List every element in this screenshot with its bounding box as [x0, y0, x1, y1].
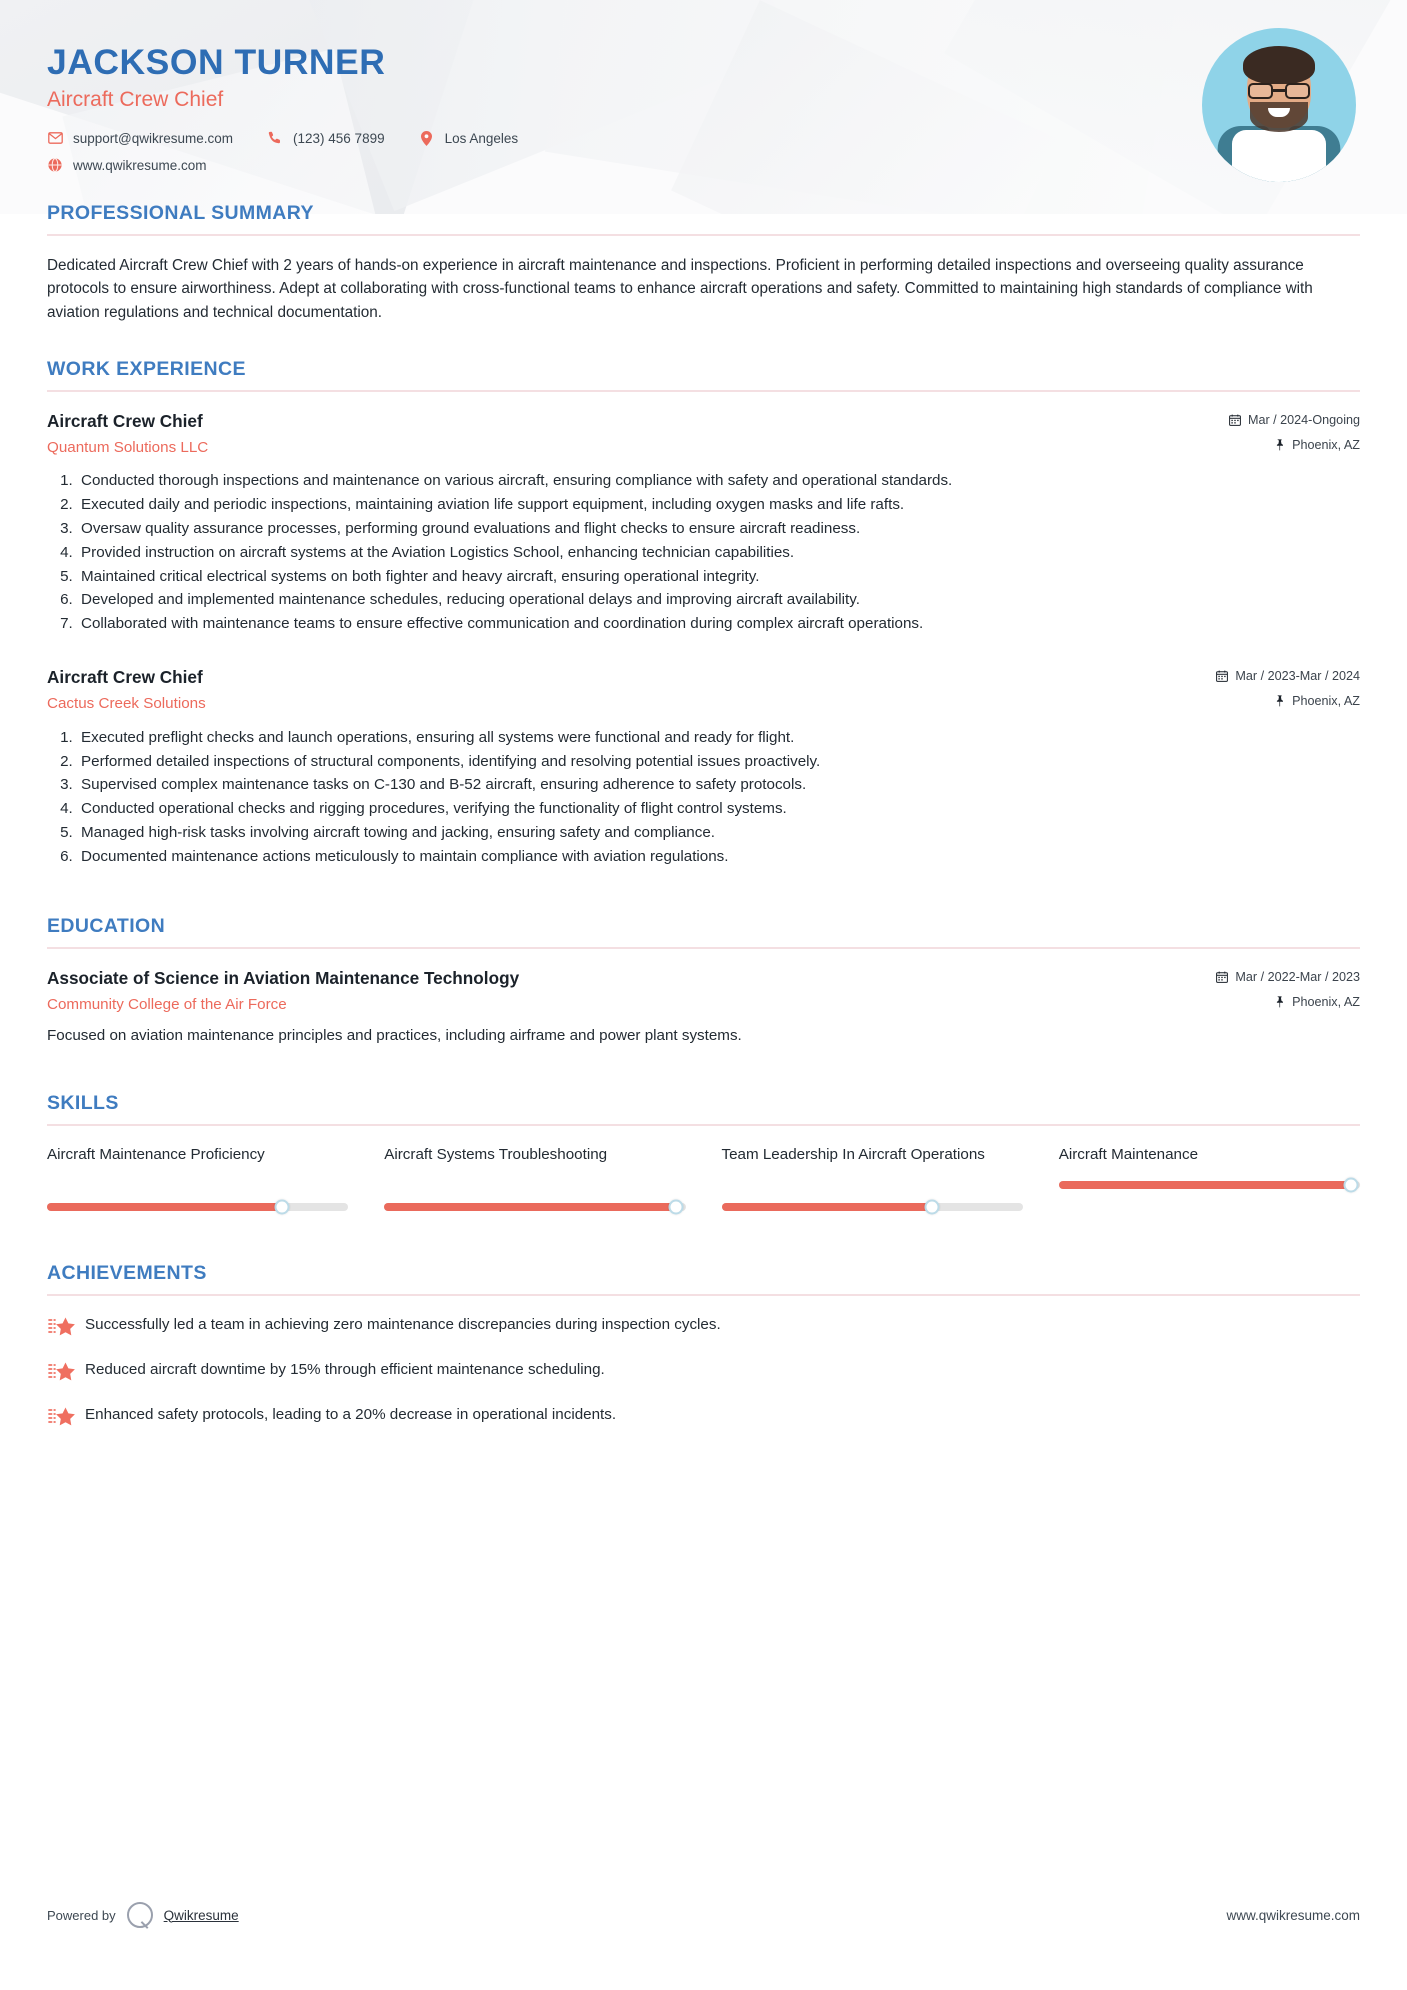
contact-website[interactable] — [47, 157, 207, 173]
achievement-text: Enhanced safety protocols, leading to a 20% decrease in operational incidents. — [85, 1406, 617, 1424]
footer-branding — [47, 1902, 239, 1928]
skill-slider[interactable] — [384, 1196, 685, 1218]
job-dates-text: Mar / 2024-Ongoing — [1247, 412, 1360, 427]
skill-label: Team Leadership In Aircraft Operations — [721, 1146, 985, 1164]
calendar-icon — [1216, 971, 1228, 983]
education-location — [1216, 995, 1360, 1009]
skill-fill — [384, 1203, 676, 1211]
pin-icon — [1274, 695, 1285, 707]
list-item: 6. Documented maintenance actions meticulously to maintain compliance with aviation regulations. — [77, 846, 1360, 869]
contact-website-text: www.qwikresume.com — [73, 157, 207, 173]
skill-label: Aircraft Maintenance Proficiency — [47, 1146, 265, 1164]
list-item: 3. Oversaw quality assurance processes, performing ground evaluations and flight checks to ensure aircraft readiness. — [77, 518, 1360, 541]
degree-title: Associate of Science in Aviation Maintenance Technology — [47, 967, 520, 988]
list-item: 2. Performed detailed inspections of structural components, identifying and resolving potential issues proactively. — [77, 751, 1360, 774]
achievement-item — [47, 1314, 1360, 1339]
education-entry — [47, 967, 1360, 1049]
skill-fill — [722, 1203, 933, 1211]
qwikresume-link[interactable]: Qwikresume — [163, 1907, 239, 1923]
list-item: 1. Executed preflight checks and launch operations, ensuring all systems were functional and ready for flight. — [77, 727, 1360, 750]
achievement-item — [47, 1404, 1360, 1429]
footer-url[interactable]: www.qwikresume.com — [1226, 1907, 1360, 1923]
calendar-icon — [1216, 670, 1228, 682]
section-title-skills: SKILLS — [47, 1092, 119, 1115]
envelope-icon — [47, 130, 63, 146]
skill-item — [1059, 1144, 1360, 1218]
skill-track — [722, 1203, 1023, 1211]
job-title: Aircraft Crew Chief — [47, 410, 203, 431]
work-entry — [47, 666, 1360, 869]
avatar — [1202, 28, 1356, 182]
job-location-text: Phoenix, AZ — [1292, 694, 1360, 709]
education-description: Focused on aviation maintenance principles and practices, including airframe and power plant systems. — [47, 1027, 742, 1045]
list-item: 2. Executed daily and periodic inspections, maintaining aviation life support equipment, including oxygen masks and life rafts. — [77, 494, 1360, 517]
globe-icon — [47, 157, 63, 173]
skill-item — [384, 1144, 685, 1218]
job-dates — [1216, 669, 1360, 683]
phone-icon — [267, 130, 283, 146]
list-item: 4. Conducted operational checks and rigging procedures, verifying the functionality of flight control systems. — [77, 798, 1360, 821]
job-bullets — [47, 727, 1360, 869]
skill-knob[interactable] — [1343, 1178, 1358, 1193]
section-work-experience — [47, 358, 1360, 869]
achievement-item — [47, 1359, 1360, 1384]
section-divider — [47, 1124, 1360, 1126]
section-title-work: WORK EXPERIENCE — [47, 357, 246, 380]
section-professional-summary — [47, 202, 1360, 324]
job-location-text: Phoenix, AZ — [1292, 437, 1360, 452]
section-divider — [47, 947, 1360, 949]
job-dates-text: Mar / 2023-Mar / 2024 — [1235, 669, 1360, 684]
star-icon — [47, 1405, 77, 1429]
skill-slider[interactable] — [47, 1196, 348, 1218]
job-bullets — [47, 470, 1360, 636]
star-icon — [47, 1315, 77, 1339]
section-skills — [47, 1092, 1360, 1218]
qwikresume-logo-icon — [127, 1902, 153, 1928]
section-divider — [47, 1294, 1360, 1296]
achievement-text: Successfully led a team in achieving zero maintenance discrepancies during inspection cycles. — [85, 1316, 721, 1334]
section-title-summary: PROFESSIONAL SUMMARY — [47, 202, 314, 224]
skill-slider[interactable] — [722, 1196, 1023, 1218]
candidate-name: JACKSON TURNER — [47, 42, 386, 82]
skill-slider[interactable] — [1059, 1174, 1360, 1196]
identity-header — [47, 0, 1360, 173]
work-entry — [47, 410, 1360, 636]
contact-row-primary — [47, 130, 1360, 146]
skill-label: Aircraft Maintenance — [1058, 1146, 1199, 1164]
calendar-icon — [1229, 414, 1241, 426]
skill-track — [47, 1203, 348, 1211]
skill-label: Aircraft Systems Troubleshooting — [384, 1146, 608, 1164]
skill-track — [384, 1203, 685, 1211]
education-location-text: Phoenix, AZ — [1292, 994, 1360, 1009]
skill-knob[interactable] — [669, 1200, 684, 1215]
list-item: 4. Provided instruction on aircraft systems at the Aviation Logistics School, enhancing technician capabilities. — [77, 542, 1360, 565]
job-location — [1229, 438, 1360, 452]
job-title: Aircraft Crew Chief — [47, 667, 203, 688]
section-title-education: EDUCATION — [47, 914, 166, 937]
education-dates-text: Mar / 2022-Mar / 2023 — [1235, 969, 1360, 984]
footer — [47, 1902, 1360, 1928]
star-icon — [47, 1360, 77, 1384]
list-item: 3. Supervised complex maintenance tasks on C-130 and B-52 aircraft, ensuring adherence to safety protocols. — [77, 774, 1360, 797]
section-title-achievements: ACHIEVEMENTS — [47, 1262, 207, 1285]
list-item: 7. Collaborated with maintenance teams to ensure effective communication and coordination during complex aircraft operations. — [77, 613, 1360, 636]
education-dates — [1216, 970, 1360, 984]
section-achievements — [47, 1262, 1360, 1429]
summary-text: Dedicated Aircraft Crew Chief with 2 years of hands-on experience in aircraft maintenance and inspections. Proficient in performing detailed inspections and overseeing quality assurance protocols to ensure airworthiness. Adept at collaborating with cross-functional teams to enhance aircraft operations and safety. Committed to maintaining high standards of compliance with aviation regulations and technical documentation. — [47, 257, 1313, 321]
achievement-text: Reduced aircraft downtime by 15% through efficient maintenance scheduling. — [85, 1361, 605, 1379]
candidate-role: Aircraft Crew Chief — [47, 88, 224, 112]
skill-item — [47, 1144, 348, 1218]
powered-by-label: Powered by — [47, 1907, 116, 1923]
school-name: Community College of the Air Force — [47, 995, 287, 1013]
contact-email[interactable] — [47, 130, 233, 146]
list-item: 5. Maintained critical electrical systems on both fighter and heavy aircraft, ensuring operational integrity. — [77, 566, 1360, 589]
list-item: 1. Conducted thorough inspections and maintenance on various aircraft, ensuring compliance with safety and operational standards. — [77, 470, 1360, 493]
map-pin-icon — [419, 130, 435, 146]
job-company: Quantum Solutions LLC — [47, 438, 209, 456]
contact-row-secondary — [47, 157, 1360, 173]
section-divider — [47, 234, 1360, 236]
job-company: Cactus Creek Solutions — [47, 695, 206, 713]
contact-phone-text: (123) 456 7899 — [293, 130, 385, 146]
skills-grid — [47, 1144, 1360, 1218]
job-dates — [1229, 413, 1360, 427]
skill-fill — [47, 1203, 282, 1211]
skill-fill — [1059, 1181, 1351, 1189]
contact-phone[interactable] — [267, 130, 385, 146]
pin-icon — [1274, 996, 1285, 1008]
skill-knob[interactable] — [274, 1200, 289, 1215]
skill-item — [722, 1144, 1023, 1218]
contact-block — [47, 130, 1360, 173]
list-item: 6. Developed and implemented maintenance schedules, reducing operational delays and improving aircraft availability. — [77, 589, 1360, 612]
contact-location — [419, 130, 519, 146]
list-item: 5. Managed high-risk tasks involving aircraft towing and jacking, ensuring safety and compliance. — [77, 822, 1360, 845]
contact-email-text: support@qwikresume.com — [73, 130, 234, 146]
pin-icon — [1274, 439, 1285, 451]
skill-track — [1059, 1181, 1360, 1189]
section-divider — [47, 390, 1360, 392]
contact-location-text: Los Angeles — [444, 130, 519, 146]
skill-knob[interactable] — [925, 1200, 940, 1215]
job-location — [1216, 694, 1360, 708]
section-education — [47, 915, 1360, 1049]
